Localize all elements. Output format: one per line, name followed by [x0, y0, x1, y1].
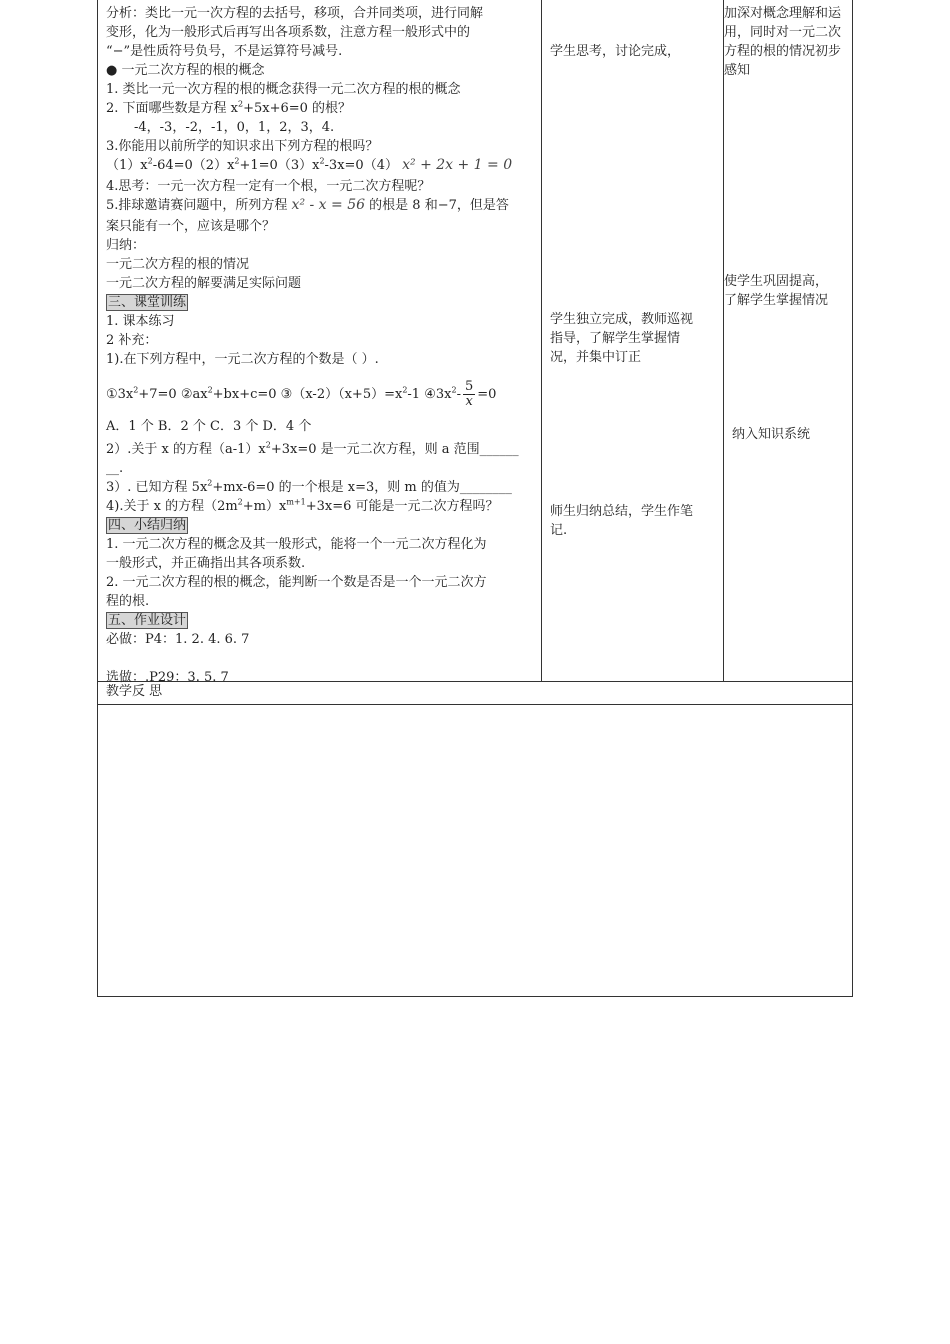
student-activity: 学生思考，讨论完成， [550, 44, 681, 59]
design-intent-block [732, 425, 852, 444]
homework-optional: 选做：.P29：3. 5. 7 [106, 670, 229, 685]
design-intent-block [724, 272, 852, 310]
column-divider-2 [723, 0, 724, 682]
student-activity-block [550, 502, 720, 540]
teaching-reflection-label: 教学反 思 [106, 684, 163, 699]
teaching-content-column [106, 4, 536, 687]
student-activity: 况，并集中订正 [550, 350, 642, 365]
design-intent: 使学生巩固提高， [724, 274, 829, 289]
exercise-2-4: 4).关于 x 的方程$(2m^2+m)x^{m+1}+3x=6$ 可能是一元二次方程吗？ [106, 497, 499, 514]
summary-point: 程的根. [106, 594, 150, 609]
section-heading-summary: 四、小结归纳 [108, 518, 187, 533]
question-4: 4.思考：一元一次方程一定有一个根，一元二次方程呢？ [106, 179, 431, 194]
exercise-2-2-cont: __. [106, 461, 124, 476]
exercise-2: 2 补充： [106, 333, 158, 348]
design-intent: 方程的根的情况初步 [724, 44, 842, 59]
design-intent: 用，同时对一元二次 [724, 25, 842, 40]
student-activity: 记. [550, 523, 568, 538]
row-divider-2 [98, 704, 852, 705]
section-heading-homework: 五、作业设计 [108, 613, 187, 628]
summary-point: 1. 一元二次方程的概念及其一般形式，能将一个一元二次方程化为 [106, 537, 487, 552]
exercise-2-3: 3）. 已知方程 $5x^2+mx-6=0$ 的一个根是 x=3，则 m 的值为________ [106, 478, 512, 495]
summary-point: 一般形式，并正确指出其各项系数. [106, 556, 306, 571]
math-equation: x² - x = 56 [291, 197, 366, 213]
student-activity-block [550, 42, 720, 61]
exercise-2-1: 1).在下列方程中，一元二次方程的个数是（ ）. [106, 352, 379, 367]
design-intent: 纳入知识系统 [732, 427, 811, 442]
exercise-1: 1. 课本练习 [106, 314, 175, 329]
student-activity: 师生归纳总结，学生作笔 [550, 504, 694, 519]
question-1: 1. 类比一元一次方程的根的概念获得一元二次方程的根的概念 [106, 82, 461, 97]
fraction: $\frac{5}{x}$ [464, 379, 474, 409]
question-2: 2. 下面哪些数是方程 $x^2+5x+6=0$ 的根？ [106, 99, 352, 116]
design-intent: 了解学生掌握情况 [724, 293, 829, 308]
question-5: 5.排球邀请赛问题中，所列方程 x² - x = 56 的根是 8 和−7，但是答 [106, 197, 509, 213]
design-intent: 感知 [724, 63, 751, 78]
question-2-numbers: -4，-3，-2，-1，0，1，2，3，4. [134, 120, 335, 135]
student-activity: 学生独立完成，教师巡视 [550, 312, 694, 327]
summary-point: 2. 一元二次方程的根的概念，能判断一个数是否是一个一元二次方 [106, 575, 487, 590]
exercise-2-1-options: $①3x^2+7=0$ $②ax^2+bx+c=0$ $③(x-2)(x+5)=x^2-1$ $④3x^2-$ $\frac{5}{x}$ =0 [106, 379, 497, 409]
design-intent: 加深对概念理解和运 [724, 6, 842, 21]
analysis-line: “−”是性质符号负号，不是运算符号减号. [106, 44, 343, 59]
question-3-equations: $(1)x^2-64=0(2)x^2+1=0(3)x^2-3x=0(4) x^2 + 2x + 1 = 0$ [106, 156, 513, 173]
exercise-2-2: 2）.关于 x 的方程$(a-1)x^2+3x=0$ 是一元二次方程，则 a 范围______ [106, 440, 519, 457]
homework-required: 必做：P4：1. 2. 4. 6. 7 [106, 632, 250, 647]
design-intent-block [724, 4, 852, 80]
summary-item: 一元二次方程的解要满足实际问题 [106, 276, 302, 291]
summary-label: 归纳： [106, 238, 146, 253]
math-equation: x² + 2x + 1 = 0 [402, 157, 513, 173]
question-5-cont: 案只能有一个，应该是哪个？ [106, 219, 276, 234]
multiple-choice-options: A．1 个 B．2 个 C．3 个 D．4 个 [106, 419, 312, 434]
question-3: 3.你能用以前所学的知识求出下列方程的根吗？ [106, 139, 379, 154]
analysis-line: 变形，化为一般形式后再写出各项系数，注意方程一般形式中的 [106, 25, 471, 40]
student-activity-block [550, 310, 720, 367]
analysis-line: 分析：类比一元一次方程的去括号，移项，合并同类项，进行同解 [106, 6, 484, 21]
student-activity: 指导，了解学生掌握情 [550, 331, 681, 346]
summary-item: 一元二次方程的根的情况 [106, 257, 250, 272]
section-heading-practice: 三、课堂训练 [108, 295, 187, 310]
column-divider-1 [541, 0, 542, 682]
root-concept-title: ● 一元二次方程的根的概念 [106, 63, 265, 78]
